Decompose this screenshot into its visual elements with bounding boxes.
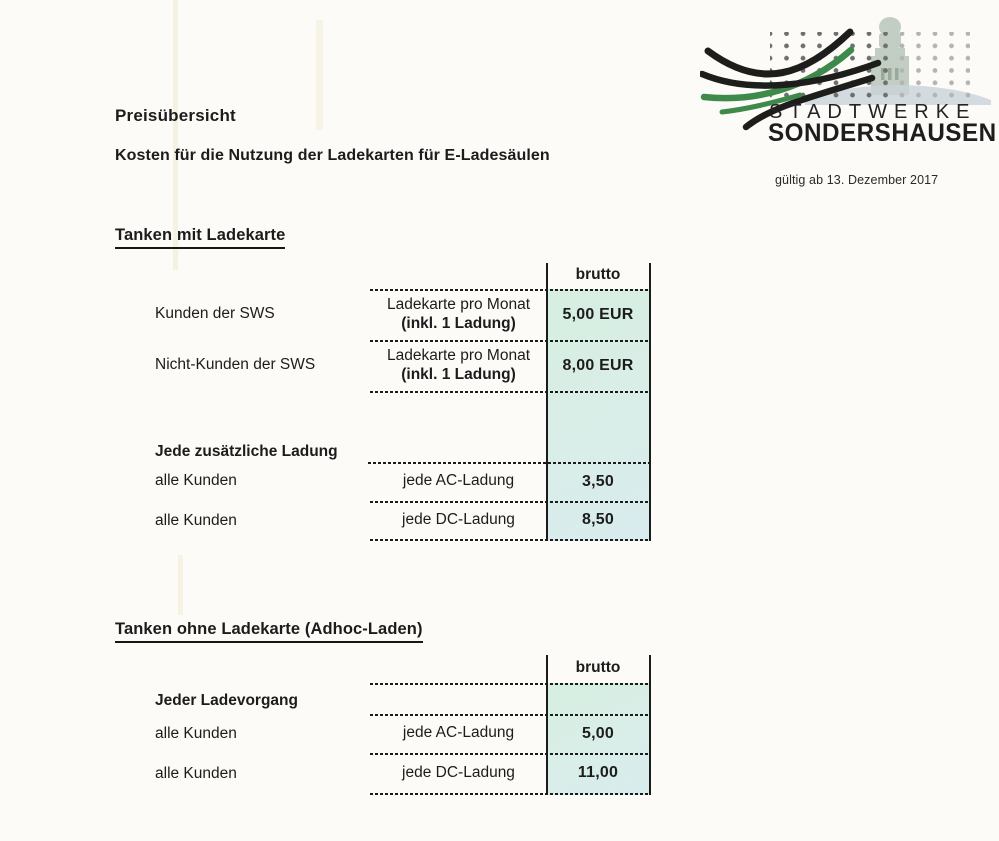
table-rule	[370, 501, 651, 503]
section2-heading: Tanken ohne Ladekarte (Adhoc-Laden)	[115, 620, 423, 643]
charge-event-heading: Jeder Ladevorgang	[155, 692, 298, 709]
price-column-header: brutto	[575, 658, 621, 676]
extra-charges-heading: Jede zusätzliche Ladung	[155, 443, 338, 460]
price-cell: 5,00	[582, 724, 614, 742]
page-title: Preisübersicht	[115, 106, 236, 125]
row-label-customer: alle Kunden	[155, 765, 237, 782]
product-cell	[370, 289, 547, 340]
table-rule	[370, 793, 651, 795]
product-cell: jede DC-Ladung	[402, 510, 515, 528]
table-rule	[368, 462, 651, 464]
logo-wordmark-top: STADTWERKE	[769, 101, 977, 123]
section1-heading: Tanken mit Ladekarte	[115, 226, 285, 249]
product-cell: jede DC-Ladung	[402, 763, 515, 781]
row-label-customer: Nicht-Kunden der SWS	[155, 356, 316, 373]
table-rule	[370, 539, 651, 541]
table-rule	[370, 391, 651, 393]
price-cell: 3,50	[582, 472, 614, 490]
product-line2: (inkl. 1 Ladung)	[401, 314, 516, 332]
price-cell: 8,00 EUR	[562, 356, 634, 374]
table-rule	[370, 683, 651, 685]
table-rule	[370, 340, 651, 342]
valid-from-date: gültig ab 13. Dezember 2017	[775, 173, 939, 187]
scan-streak	[316, 20, 323, 130]
product-line2: (inkl. 1 Ladung)	[401, 365, 516, 383]
product-cell: jede AC-Ladung	[402, 724, 515, 742]
table-divider-line	[546, 263, 548, 541]
product-cell	[370, 340, 547, 391]
product-line1: Ladekarte pro Monat	[386, 295, 531, 313]
table-edge-line	[649, 263, 651, 541]
page-subtitle: Kosten für die Nutzung der Ladekarten für E-Ladesäulen	[115, 147, 550, 164]
product-cell: jede AC-Ladung	[402, 472, 515, 490]
logo-wordmark-bottom: SONDERSHAUSEN	[768, 119, 997, 147]
table-edge-line	[649, 655, 651, 795]
table-divider-line	[546, 655, 548, 795]
dot-grid-light	[890, 32, 970, 102]
pricing-table-adhoc	[370, 655, 651, 795]
table-rule	[370, 714, 651, 716]
row-label-customer: alle Kunden	[155, 512, 237, 529]
price-cell: 8,50	[582, 511, 614, 529]
pricing-table-ladekarte	[370, 263, 651, 541]
price-cell: 5,00 EUR	[562, 305, 634, 323]
row-label-customer: Kunden der SWS	[155, 305, 275, 322]
product-line1: Ladekarte pro Monat	[386, 346, 531, 364]
table-rule	[370, 753, 651, 755]
price-cell: 11,00	[577, 764, 619, 782]
table-rule	[370, 289, 651, 291]
row-label-customer: alle Kunden	[155, 472, 237, 489]
scan-streak	[178, 555, 183, 615]
price-column-header: brutto	[575, 265, 621, 283]
row-label-customer: alle Kunden	[155, 725, 237, 742]
